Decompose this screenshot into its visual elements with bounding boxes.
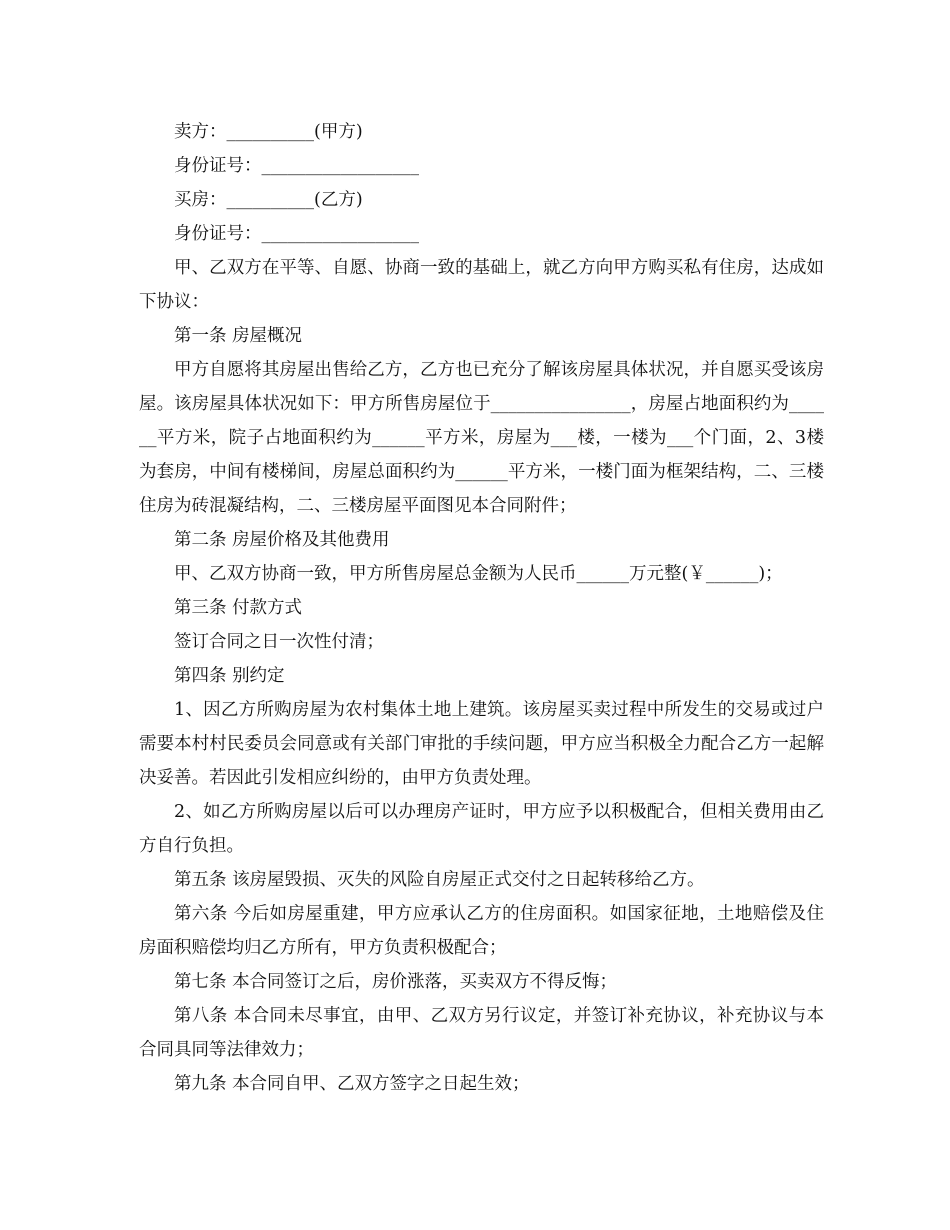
- contract-body: [139, 115, 824, 1101]
- article-2-heading: 第二条 房屋价格及其他费用: [174, 530, 390, 550]
- article-4-heading: 第四条 别约定: [174, 666, 285, 686]
- seller-line: 卖方：__________(甲方): [174, 122, 363, 142]
- article-5: 第五条 该房屋毁损、灭失的风险自房屋正式交付之日起转移给乙方。: [174, 870, 705, 890]
- article-1-heading: 第一条 房屋概况: [174, 326, 303, 346]
- article-2-body: 甲、乙双方协商一致，甲方所售房屋总金额为人民币______万元整(￥______)；: [174, 564, 783, 584]
- article-6: 第六条 今后如房屋重建，甲方应承认乙方的住房面积。如国家征地，土地赔偿及住房面积赔偿均归乙方所有，甲方负责积极配合；: [139, 904, 824, 958]
- article-3-heading: 第三条 付款方式: [174, 598, 303, 618]
- article-7: 第七条 本合同签订之后，房价涨落，买卖双方不得反悔；: [174, 972, 618, 992]
- article-4-clause-1: 1、因乙方所购房屋为农村集体土地上建筑。该房屋买卖过程中所发生的交易或过户需要本村村民委员会同意或有关部门审批的手续问题，甲方应当积极全力配合乙方一起解决妥善。若因此引发相应纠纷的，由甲方负责处理。: [139, 700, 824, 788]
- article-1-body: 甲方自愿将其房屋出售给乙方，乙方也已充分了解该房屋具体状况，并自愿买受该房屋。该房屋具体状况如下：甲方所售房屋位于________________，房屋占地面积约为______平方米，院子占地面积约为______平方米，房屋为___楼，一楼为___个门面，2、3楼为套房，中间有楼梯间，房屋总面积约为______平方米，一楼门面为框架结构，二、三楼住房为砖混凝结构，二、三楼房屋平面图见本合同附件；: [139, 360, 824, 516]
- buyer-id-line: 身份证号：__________________: [174, 224, 419, 244]
- seller-id-line: 身份证号：__________________: [174, 156, 419, 176]
- article-9: 第九条 本合同自甲、乙双方签字之日起生效；: [174, 1074, 530, 1094]
- article-4-clause-2: 2、如乙方所购房屋以后可以办理房产证时，甲方应予以积极配合，但相关费用由乙方自行负担。: [139, 802, 824, 856]
- article-8: 第八条 本合同未尽事宜，由甲、乙双方另行议定，并签订补充协议，补充协议与本合同具同等法律效力；: [139, 1006, 824, 1060]
- article-3-body: 签订合同之日一次性付清；: [174, 632, 384, 652]
- preamble-paragraph: 甲、乙双方在平等、自愿、协商一致的基础上，就乙方向甲方购买私有住房，达成如下协议：: [139, 258, 824, 312]
- buyer-line: 买房：__________(乙方): [174, 190, 363, 210]
